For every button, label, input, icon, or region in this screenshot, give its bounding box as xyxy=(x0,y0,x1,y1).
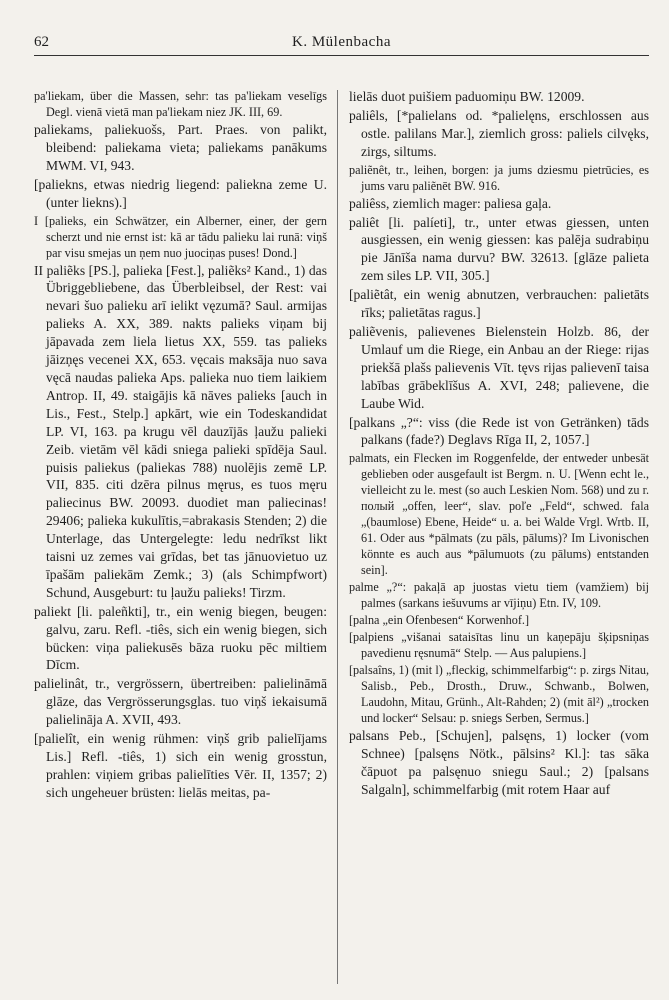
dictionary-entry: [palpiens „višanai sataisītas linu un kaņepāju šķipsniņas pavedienu ręsnumā“ Stelp. — Aus palupiens.] xyxy=(349,630,649,661)
dictionary-entry: [palna „ein Ofenbesen“ Korwenhof.] xyxy=(349,613,530,628)
dictionary-entry: II paliẽks [PS.], palieka [Fest.], paliẽks² Kand., 1) das Übriggebliebene, das Überbleibsel, der Rest: vai nevari šuo palieku arī ielikt vęzumā? Saul. armijas palieks A. XX, 389. nakts palieks viņam bij jāpavada zem liela lietus XX, 559. tas palieks jāizņęs vecenei XX, 653. vęcais maksāja nuo sava vęcā naudas palieka Aps. palieka nuo tiem laikiem Antrop. II, 49. staigājis kā nāves palieks [auch in Lis., Fest., Stelp.] apkārt, wie ein Todeskandidat LP. VI, 163. pa krugu vēl dauzījās ļaužu palieki Zeib. vietām vēl kādi sniega palieki spīdēja Saul. puisis paliekus (paliekas 788) nuolējis zemē LP. VII, 835. citi dzēra pilnus męrus, es tuos męru paliecinus BW. 20093. duodiet man paliecinas! 29406; palieka kukulītis,=abrakasis Stenden; 2) die Unterlage, das Untergelegte: ledu nedrīkst likt taisni uz zemes vai grīdas, bet tas jānuovietuo uz īpašām paliekām Zemk.; 3) (als Schimpfwort) Schund, Ausgeburt: tu ļaužu palieks! Tirzm. xyxy=(34,262,327,600)
dictionary-entry: [palkans „?“: viss (die Rede ist von Getränken) tāds palkans (fade?) Deglavs Rīga II, 2, 1057.] xyxy=(349,414,649,448)
column-divider xyxy=(337,90,338,984)
dictionary-entry: paliêls, [*palielans od. *palielęns, erschlossen aus ostle. palilans Mar.], ziemlich gross: paliels cilvęks, zirgs, siltums. xyxy=(349,107,649,159)
dictionary-entry: paliekt [li. paleñkti], tr., ein wenig biegen, beugen: galvu, zaru. Refl. -tiês, sich ein wenig biegen, sich bücken: viņa paliekusēs bāza ruoku pēc miltiem Dīcm. xyxy=(34,603,327,673)
dictionary-entry: palme „?“: pakaļā ap juostas vietu tiem (vamžiem) bij palmes (sarkans iešuvums ar vījiņu) Etn. IV, 109. xyxy=(349,580,649,611)
dictionary-entry: [palielît, ein wenig rühmen: viņš grib palielījams Lis.] Refl. -tiês, 1) sich ein wenig grosstun, prahlen: viņiem gribas palielīties Vēr. II, 1357; 2) sich ungeheuer brüsten: lielās meitas, pa- xyxy=(34,731,327,800)
dictionary-entry: paliẽnêt, tr., leihen, borgen: ja jums dziesmu pietrūcies, es jums varu paliẽnēt BW. 916. xyxy=(349,162,649,193)
dictionary-entry: palielinât, tr., vergrössern, übertreiben: palielināmā glāze, das Vergrösserungsglas. tuo viņš iekaisumā palielināja A. XVII, 493. xyxy=(34,676,327,728)
dictionary-entry: paliẽvenis, palievenes Bielenstein Holzb. 86, der Umlauf um die Riege, ein Anbau an der Riege: rijas priekšā plašs palievenis Vīt. tęvs rijas palievenī taisa labības grābeklīšus A. XVI, 248; palievene, die Laube Wid. xyxy=(349,323,649,411)
dictionary-entry: lielās duot puišiem paduomiņu BW. 12009. xyxy=(349,89,585,104)
dictionary-entry: [paliẽtât, ein wenig abnutzen, verbrauchen: palietāts rīks; palietātas ragus.] xyxy=(349,287,649,321)
dictionary-entry: [paliekns, etwas niedrig liegend: paliekna zeme U. (unter liekns).] xyxy=(34,176,327,210)
dictionary-entry: paliêss, ziemlich mager: paliesa gaļa. xyxy=(349,195,552,211)
dictionary-entry: I [palieks, ein Schwätzer, ein Alberner, einer, der gern scherzt und nie ernst ist: kā ar tādu palieku lai runā: viņš par visu smejas un ņem nuo juociņas puses! Dond.] xyxy=(34,213,327,260)
page-header xyxy=(34,28,649,56)
dictionary-entry: palmats, ein Flecken im Roggenfelde, der entweder unbesät geblieben oder ausgefault ist Bergm. n. U. [Wenn echt le., vielleicht zu le. mest (so auch Leskien Nom. 568) und zu r. полый „offen, leer“, slav. poľe „Feld“, schwed. fala „(baumlose) Ebene, Heide“ u. a. bei Walde Vrgl. Wrtb. II, 61. Oder aus *pālmats (zu pāls, pālums)? Im Livonischen könnte es auch aus *pālumuots (zu pālums) entstanden sein]. xyxy=(349,451,649,578)
running-title: K. Mülenbacha xyxy=(292,34,391,50)
dictionary-entry: [palsaîns, 1) (mit l) „fleckig, schimmelfarbig“: p. zirgs Nitau, Salisb., Peb., Drosth., Druw., Schwanb., Bolwen, Laudohn, Mitau, Grünh., Alt-Rahden; 2) (mit āl²) „trocken und locker“ Selsau: p. sniegs Serben, Sermus.] xyxy=(349,663,649,726)
dictionary-entry: paliêt [li. palíeti], tr., unter etwas giessen, unten ausgiessen, ein wenig giessen: kas palēja sudrabiņu pie Jānīša nama durvu? BW. 32613. [glāze palieta zem siles LP. VII, 305.] xyxy=(349,214,649,284)
right-column xyxy=(349,88,649,986)
left-column xyxy=(34,88,327,986)
dictionary-entry: paliekams, paliekuošs, Part. Praes. von palikt, bleibend: paliekama vieta; paliekams panākums MWM. VI, 943. xyxy=(34,122,327,173)
dictionary-entry: pa'liekam, über die Massen, sehr: tas pa'liekam veselīgs Degl. vienā vietā man pa'liekam niez JK. III, 69. xyxy=(34,89,327,119)
dictionary-entry: palsans Peb., [Schujen], palsęns, 1) locker (vom Schnee) [palsęns Nötk., pālsins² Kl.]: tas sāka čāpuot pa palsęnuo sniegu Saul.; 2) [palsans Salgaln], schimmelfarbig (mit rotem Haar auf xyxy=(349,728,649,798)
page-number: 62 xyxy=(34,34,49,50)
